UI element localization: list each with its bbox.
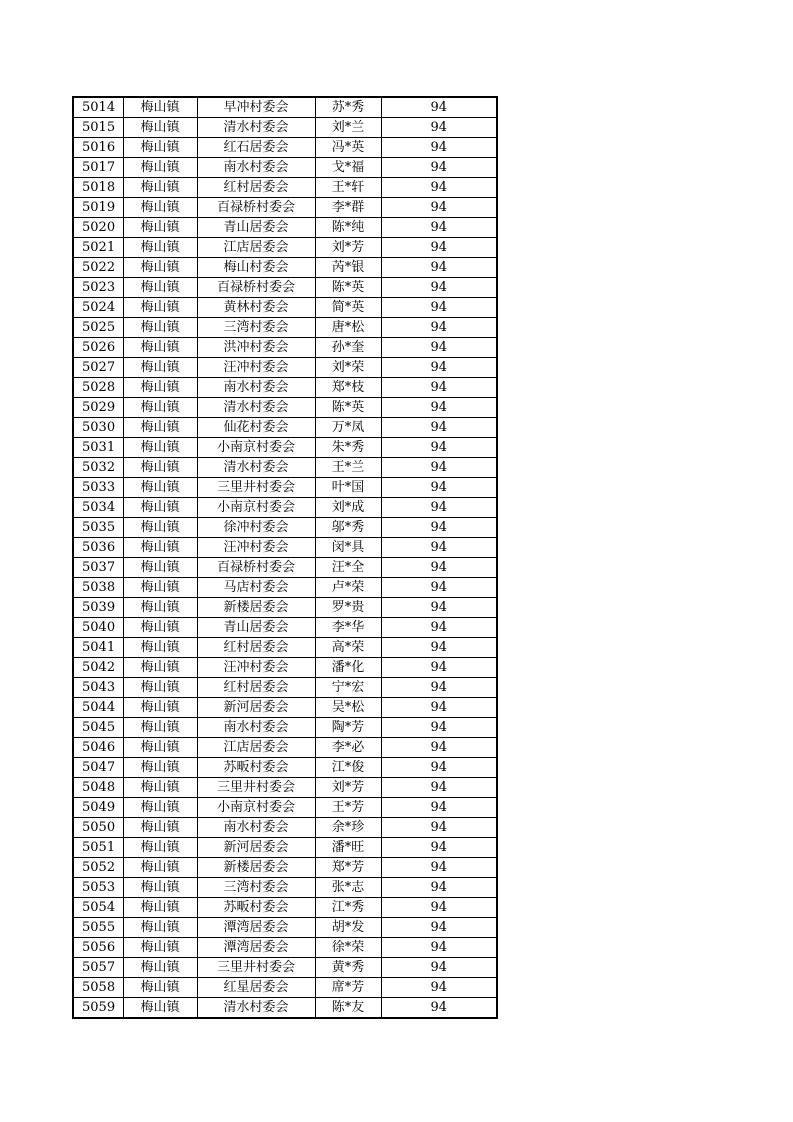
town-cell: 梅山镇 [123, 898, 197, 918]
town-cell: 梅山镇 [123, 558, 197, 578]
village-cell: 黄林村委会 [197, 298, 315, 318]
village-cell: 新河居委会 [197, 838, 315, 858]
village-cell: 清水村委会 [197, 118, 315, 138]
town-cell: 梅山镇 [123, 158, 197, 178]
score-cell: 94 [381, 298, 497, 318]
town-cell: 梅山镇 [123, 658, 197, 678]
row-id-cell: 5047 [73, 758, 123, 778]
town-cell: 梅山镇 [123, 478, 197, 498]
village-cell: 新河居委会 [197, 698, 315, 718]
score-cell: 94 [381, 398, 497, 418]
row-id-cell: 5033 [73, 478, 123, 498]
town-cell: 梅山镇 [123, 318, 197, 338]
table-row [73, 678, 497, 698]
row-id-cell: 5054 [73, 898, 123, 918]
score-cell: 94 [381, 738, 497, 758]
score-cell: 94 [381, 158, 497, 178]
village-cell: 汪冲村委会 [197, 538, 315, 558]
village-cell: 红石居委会 [197, 138, 315, 158]
village-cell: 青山居委会 [197, 218, 315, 238]
name-cell: 万*凤 [315, 418, 381, 438]
town-cell: 梅山镇 [123, 278, 197, 298]
town-cell: 梅山镇 [123, 418, 197, 438]
name-cell: 芮*银 [315, 258, 381, 278]
score-cell: 94 [381, 938, 497, 958]
row-id-cell: 5032 [73, 458, 123, 478]
table-row [73, 738, 497, 758]
row-id-cell: 5044 [73, 698, 123, 718]
row-id-cell: 5043 [73, 678, 123, 698]
town-cell: 梅山镇 [123, 698, 197, 718]
row-id-cell: 5051 [73, 838, 123, 858]
score-cell: 94 [381, 758, 497, 778]
town-cell: 梅山镇 [123, 818, 197, 838]
town-cell: 梅山镇 [123, 738, 197, 758]
name-cell: 孙*奎 [315, 338, 381, 358]
table-row [73, 978, 497, 998]
village-cell: 早冲村委会 [197, 97, 315, 118]
town-cell: 梅山镇 [123, 918, 197, 938]
score-cell: 94 [381, 338, 497, 358]
town-cell: 梅山镇 [123, 678, 197, 698]
row-id-cell: 5050 [73, 818, 123, 838]
score-cell: 94 [381, 658, 497, 678]
table-row [73, 838, 497, 858]
row-id-cell: 5023 [73, 278, 123, 298]
table-row [73, 278, 497, 298]
score-cell: 94 [381, 238, 497, 258]
table-row [73, 518, 497, 538]
table-row [73, 778, 497, 798]
score-cell: 94 [381, 538, 497, 558]
table-row [73, 878, 497, 898]
town-cell: 梅山镇 [123, 638, 197, 658]
table-row [73, 118, 497, 138]
score-cell: 94 [381, 358, 497, 378]
row-id-cell: 5020 [73, 218, 123, 238]
name-cell: 朱*秀 [315, 438, 381, 458]
village-cell: 红村居委会 [197, 638, 315, 658]
name-cell: 陈*英 [315, 278, 381, 298]
name-cell: 郑*芳 [315, 858, 381, 878]
village-cell: 南水村委会 [197, 818, 315, 838]
score-cell: 94 [381, 598, 497, 618]
town-cell: 梅山镇 [123, 858, 197, 878]
village-cell: 汪冲村委会 [197, 358, 315, 378]
score-cell: 94 [381, 218, 497, 238]
name-cell: 汪*全 [315, 558, 381, 578]
table-row [73, 658, 497, 678]
village-cell: 仙花村委会 [197, 418, 315, 438]
village-cell: 百禄桥村委会 [197, 558, 315, 578]
table-row [73, 718, 497, 738]
row-id-cell: 5042 [73, 658, 123, 678]
row-id-cell: 5019 [73, 198, 123, 218]
name-cell: 陈*纯 [315, 218, 381, 238]
name-cell: 刘*兰 [315, 118, 381, 138]
town-cell: 梅山镇 [123, 958, 197, 978]
score-cell: 94 [381, 638, 497, 658]
row-id-cell: 5014 [73, 97, 123, 118]
row-id-cell: 5040 [73, 618, 123, 638]
row-id-cell: 5053 [73, 878, 123, 898]
table-row [73, 418, 497, 438]
name-cell: 潘*化 [315, 658, 381, 678]
village-cell: 苏畈村委会 [197, 758, 315, 778]
score-cell: 94 [381, 818, 497, 838]
name-cell: 高*荣 [315, 638, 381, 658]
town-cell: 梅山镇 [123, 978, 197, 998]
name-cell: 叶*国 [315, 478, 381, 498]
score-cell: 94 [381, 798, 497, 818]
village-cell: 潭湾居委会 [197, 918, 315, 938]
table-row [73, 478, 497, 498]
town-cell: 梅山镇 [123, 498, 197, 518]
village-cell: 梅山村委会 [197, 258, 315, 278]
village-cell: 小南京村委会 [197, 798, 315, 818]
table-row [73, 458, 497, 478]
row-id-cell: 5031 [73, 438, 123, 458]
row-id-cell: 5027 [73, 358, 123, 378]
row-id-cell: 5035 [73, 518, 123, 538]
row-id-cell: 5055 [73, 918, 123, 938]
village-cell: 苏畈村委会 [197, 898, 315, 918]
row-id-cell: 5021 [73, 238, 123, 258]
name-cell: 胡*发 [315, 918, 381, 938]
row-id-cell: 5045 [73, 718, 123, 738]
row-id-cell: 5028 [73, 378, 123, 398]
table-row [73, 938, 497, 958]
town-cell: 梅山镇 [123, 618, 197, 638]
village-cell: 汪冲村委会 [197, 658, 315, 678]
town-cell: 梅山镇 [123, 218, 197, 238]
village-cell: 新楼居委会 [197, 858, 315, 878]
village-cell: 三里井村委会 [197, 778, 315, 798]
name-cell: 李*群 [315, 198, 381, 218]
town-cell: 梅山镇 [123, 178, 197, 198]
village-cell: 百禄桥村委会 [197, 198, 315, 218]
table-row [73, 438, 497, 458]
village-cell: 江店居委会 [197, 238, 315, 258]
village-cell: 马店村委会 [197, 578, 315, 598]
village-cell: 南水村委会 [197, 718, 315, 738]
town-cell: 梅山镇 [123, 97, 197, 118]
row-id-cell: 5018 [73, 178, 123, 198]
name-cell: 冯*英 [315, 138, 381, 158]
table-row [73, 638, 497, 658]
row-id-cell: 5029 [73, 398, 123, 418]
town-cell: 梅山镇 [123, 878, 197, 898]
town-cell: 梅山镇 [123, 298, 197, 318]
score-cell: 94 [381, 438, 497, 458]
name-cell: 余*珍 [315, 818, 381, 838]
name-cell: 潘*旺 [315, 838, 381, 858]
town-cell: 梅山镇 [123, 118, 197, 138]
table-row [73, 578, 497, 598]
row-id-cell: 5041 [73, 638, 123, 658]
score-cell: 94 [381, 978, 497, 998]
table-row [73, 218, 497, 238]
table-row [73, 298, 497, 318]
town-cell: 梅山镇 [123, 758, 197, 778]
name-cell: 郑*枝 [315, 378, 381, 398]
name-cell: 刘*芳 [315, 778, 381, 798]
village-cell: 徐冲村委会 [197, 518, 315, 538]
score-cell: 94 [381, 178, 497, 198]
score-cell: 94 [381, 478, 497, 498]
table-row [73, 158, 497, 178]
name-cell: 陈*友 [315, 998, 381, 1019]
table-row [73, 138, 497, 158]
score-cell: 94 [381, 998, 497, 1019]
name-cell: 唐*松 [315, 318, 381, 338]
name-cell: 李*华 [315, 618, 381, 638]
table-row [73, 898, 497, 918]
table-row [73, 258, 497, 278]
score-cell: 94 [381, 558, 497, 578]
name-cell: 江*俊 [315, 758, 381, 778]
table-row [73, 358, 497, 378]
data-table [72, 96, 498, 1019]
village-cell: 三里井村委会 [197, 958, 315, 978]
town-cell: 梅山镇 [123, 718, 197, 738]
score-cell: 94 [381, 498, 497, 518]
name-cell: 陶*芳 [315, 718, 381, 738]
table-row [73, 238, 497, 258]
town-cell: 梅山镇 [123, 518, 197, 538]
name-cell: 席*芳 [315, 978, 381, 998]
town-cell: 梅山镇 [123, 458, 197, 478]
village-cell: 小南京村委会 [197, 498, 315, 518]
table-row [73, 538, 497, 558]
score-cell: 94 [381, 878, 497, 898]
row-id-cell: 5049 [73, 798, 123, 818]
town-cell: 梅山镇 [123, 578, 197, 598]
table-row [73, 998, 497, 1019]
town-cell: 梅山镇 [123, 778, 197, 798]
score-cell: 94 [381, 958, 497, 978]
score-cell: 94 [381, 778, 497, 798]
name-cell: 王*兰 [315, 458, 381, 478]
village-cell: 红村居委会 [197, 678, 315, 698]
score-cell: 94 [381, 858, 497, 878]
row-id-cell: 5015 [73, 118, 123, 138]
row-id-cell: 5059 [73, 998, 123, 1019]
name-cell: 徐*荣 [315, 938, 381, 958]
score-cell: 94 [381, 898, 497, 918]
village-cell: 红星居委会 [197, 978, 315, 998]
score-cell: 94 [381, 918, 497, 938]
name-cell: 卢*荣 [315, 578, 381, 598]
score-cell: 94 [381, 618, 497, 638]
row-id-cell: 5017 [73, 158, 123, 178]
table-row [73, 498, 497, 518]
row-id-cell: 5022 [73, 258, 123, 278]
town-cell: 梅山镇 [123, 598, 197, 618]
row-id-cell: 5030 [73, 418, 123, 438]
table-row [73, 598, 497, 618]
village-cell: 红村居委会 [197, 178, 315, 198]
table-row [73, 758, 497, 778]
table-row [73, 858, 497, 878]
village-cell: 小南京村委会 [197, 438, 315, 458]
score-cell: 94 [381, 138, 497, 158]
score-cell: 94 [381, 838, 497, 858]
row-id-cell: 5038 [73, 578, 123, 598]
village-cell: 青山居委会 [197, 618, 315, 638]
village-cell: 三里井村委会 [197, 478, 315, 498]
name-cell: 闵*具 [315, 538, 381, 558]
table-body [73, 97, 497, 1018]
score-cell: 94 [381, 678, 497, 698]
table-row [73, 818, 497, 838]
score-cell: 94 [381, 97, 497, 118]
table-row [73, 918, 497, 938]
score-cell: 94 [381, 418, 497, 438]
town-cell: 梅山镇 [123, 238, 197, 258]
village-cell: 新楼居委会 [197, 598, 315, 618]
town-cell: 梅山镇 [123, 838, 197, 858]
name-cell: 王*芳 [315, 798, 381, 818]
name-cell: 宁*宏 [315, 678, 381, 698]
name-cell: 邬*秀 [315, 518, 381, 538]
table-row [73, 798, 497, 818]
name-cell: 黄*秀 [315, 958, 381, 978]
name-cell: 简*英 [315, 298, 381, 318]
village-cell: 南水村委会 [197, 378, 315, 398]
town-cell: 梅山镇 [123, 938, 197, 958]
town-cell: 梅山镇 [123, 998, 197, 1019]
table-row [73, 97, 497, 118]
score-cell: 94 [381, 698, 497, 718]
town-cell: 梅山镇 [123, 438, 197, 458]
row-id-cell: 5037 [73, 558, 123, 578]
row-id-cell: 5039 [73, 598, 123, 618]
table-row [73, 378, 497, 398]
town-cell: 梅山镇 [123, 138, 197, 158]
score-cell: 94 [381, 718, 497, 738]
table-row [73, 318, 497, 338]
table-row [73, 398, 497, 418]
village-cell: 清水村委会 [197, 458, 315, 478]
town-cell: 梅山镇 [123, 358, 197, 378]
name-cell: 刘*成 [315, 498, 381, 518]
score-cell: 94 [381, 378, 497, 398]
score-cell: 94 [381, 198, 497, 218]
row-id-cell: 5056 [73, 938, 123, 958]
name-cell: 王*轩 [315, 178, 381, 198]
row-id-cell: 5058 [73, 978, 123, 998]
village-cell: 清水村委会 [197, 998, 315, 1019]
score-cell: 94 [381, 518, 497, 538]
village-cell: 江店居委会 [197, 738, 315, 758]
town-cell: 梅山镇 [123, 398, 197, 418]
village-cell: 清水村委会 [197, 398, 315, 418]
village-cell: 三湾村委会 [197, 318, 315, 338]
village-cell: 潭湾居委会 [197, 938, 315, 958]
row-id-cell: 5026 [73, 338, 123, 358]
row-id-cell: 5024 [73, 298, 123, 318]
score-cell: 94 [381, 578, 497, 598]
name-cell: 苏*秀 [315, 97, 381, 118]
name-cell: 张*志 [315, 878, 381, 898]
name-cell: 刘*荣 [315, 358, 381, 378]
name-cell: 罗*贵 [315, 598, 381, 618]
town-cell: 梅山镇 [123, 378, 197, 398]
row-id-cell: 5048 [73, 778, 123, 798]
score-cell: 94 [381, 258, 497, 278]
table-row [73, 618, 497, 638]
village-cell: 南水村委会 [197, 158, 315, 178]
table-row [73, 958, 497, 978]
row-id-cell: 5016 [73, 138, 123, 158]
table-row [73, 338, 497, 358]
village-cell: 三湾村委会 [197, 878, 315, 898]
row-id-cell: 5034 [73, 498, 123, 518]
town-cell: 梅山镇 [123, 258, 197, 278]
name-cell: 戈*福 [315, 158, 381, 178]
score-cell: 94 [381, 458, 497, 478]
town-cell: 梅山镇 [123, 538, 197, 558]
table-row [73, 698, 497, 718]
town-cell: 梅山镇 [123, 198, 197, 218]
row-id-cell: 5057 [73, 958, 123, 978]
table-row [73, 558, 497, 578]
score-cell: 94 [381, 118, 497, 138]
row-id-cell: 5046 [73, 738, 123, 758]
town-cell: 梅山镇 [123, 798, 197, 818]
table-row [73, 198, 497, 218]
score-cell: 94 [381, 278, 497, 298]
score-cell: 94 [381, 318, 497, 338]
name-cell: 江*秀 [315, 898, 381, 918]
row-id-cell: 5025 [73, 318, 123, 338]
village-cell: 洪冲村委会 [197, 338, 315, 358]
row-id-cell: 5036 [73, 538, 123, 558]
name-cell: 李*必 [315, 738, 381, 758]
town-cell: 梅山镇 [123, 338, 197, 358]
row-id-cell: 5052 [73, 858, 123, 878]
table-row [73, 178, 497, 198]
name-cell: 陈*英 [315, 398, 381, 418]
village-cell: 百禄桥村委会 [197, 278, 315, 298]
name-cell: 吴*松 [315, 698, 381, 718]
name-cell: 刘*芳 [315, 238, 381, 258]
